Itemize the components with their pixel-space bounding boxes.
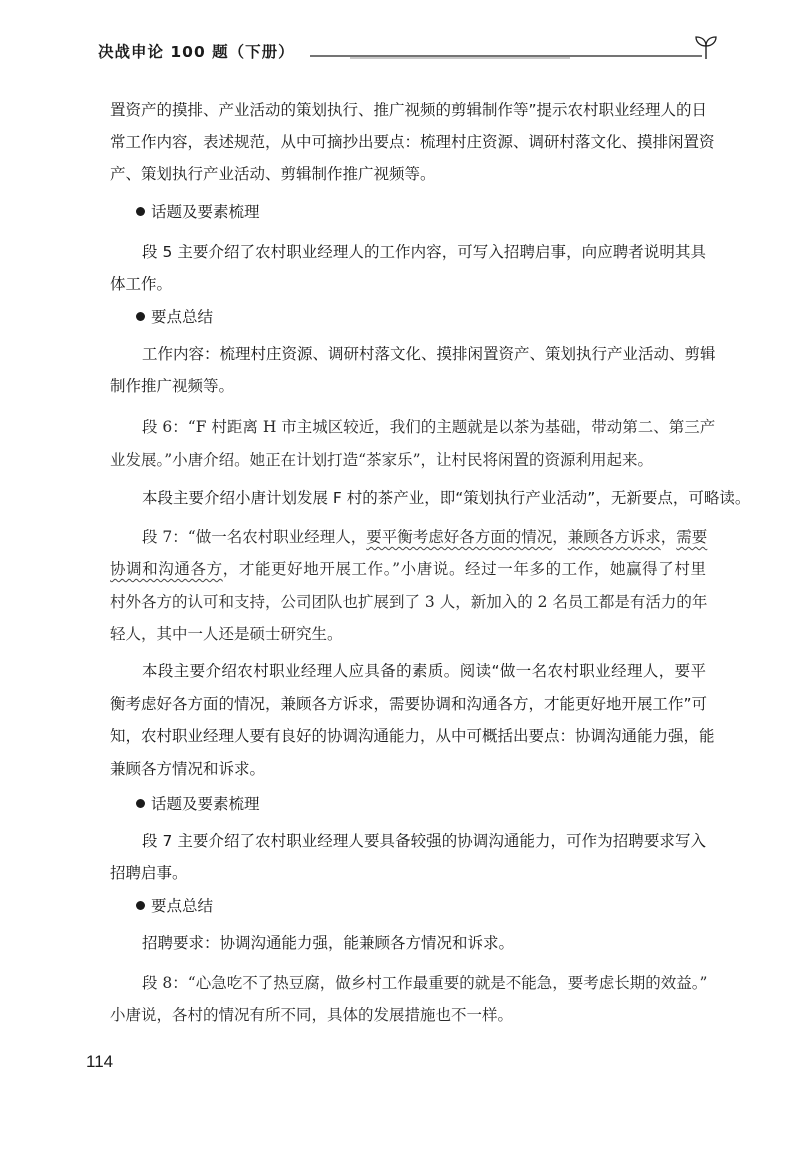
section-heading: 话题及要素梳理 xyxy=(136,793,536,815)
underlined-phrase: 要平衡考虑好各方面的情况 xyxy=(366,528,553,546)
paragraph-line: 衡考虑好各方面的情况，兼顾各方诉求，需要协调和沟通各方，才能更好地开展工作”可 xyxy=(110,695,708,713)
paragraph-line: 兼顾各方情况和诉求。 xyxy=(110,760,266,778)
paragraph-line: 制作推广视频等。 xyxy=(110,377,235,395)
bullet-icon xyxy=(136,799,145,808)
book-title: 决战申论 100 题（下册） xyxy=(98,43,295,61)
underlined-phrase: 兼顾各方诉求 xyxy=(567,528,661,546)
paragraph-line: 段 5 主要介绍了农村职业经理人的工作内容，可写入招聘启事，向应聘者说明其具 xyxy=(142,243,706,261)
quoted-paragraph-line: 村外各方的认可和支持，公司团队也扩展到了 3 人，新加入的 2 名员工都是有活力的年 xyxy=(110,593,708,611)
paragraph-line: 工作内容：梳理村庄资源、调研村落文化、摸排闲置资产、策划执行产业活动、剪辑 xyxy=(142,345,716,363)
page-number: 114 xyxy=(86,1052,114,1071)
running-header xyxy=(98,36,718,68)
section-heading: 要点总结 xyxy=(136,306,536,328)
bullet-icon xyxy=(136,207,145,216)
quoted-paragraph-line: 段 8：“心急吃不了热豆腐，做乡村工作最重要的就是不能急，要考虑长期的效益。” xyxy=(142,974,708,992)
paragraph-line: 本段主要介绍农村职业经理人应具备的素质。阅读“做一名农村职业经理人，要平 xyxy=(142,662,706,680)
underlined-phrase: 协调和沟通各方 xyxy=(110,560,223,578)
header-rule xyxy=(310,48,710,62)
section-heading: 要点总结 xyxy=(136,895,536,917)
paragraph-line: 常工作内容，表述规范，从中可摘抄出要点：梳理村庄资源、调研村落文化、摸排闲置资 xyxy=(110,133,715,151)
sprout-icon xyxy=(694,34,718,60)
paragraph-line: 体工作。 xyxy=(110,275,173,293)
paragraph-line: 产、策划执行产业活动、剪辑制作推广视频等。 xyxy=(110,165,436,183)
quoted-paragraph-line: 协调和沟通各方，才能更好地开展工作。”小唐说。经过一年多的工作，她赢得了村里 xyxy=(110,560,706,578)
paragraph-line: 段 7 主要介绍了农村职业经理人要具备较强的协调沟通能力，可作为招聘要求写入 xyxy=(142,832,706,850)
paragraph-line: 招聘启事。 xyxy=(110,864,188,882)
bullet-icon xyxy=(136,312,145,321)
quoted-paragraph-line: 段 7：“做一名农村职业经理人，要平衡考虑好各方面的情况，兼顾各方诉求，需要 xyxy=(142,528,708,546)
underlined-phrase: 需要 xyxy=(676,528,708,546)
quoted-paragraph-line: 轻人，其中一人还是硕士研究生。 xyxy=(110,625,343,643)
quoted-paragraph-line: 业发展。”小唐介绍。她正在计划打造“茶家乐”，让村民将闲置的资源利用起来。 xyxy=(110,451,654,469)
quoted-paragraph-line: 小唐说，各村的情况有所不同，具体的发展措施也不一样。 xyxy=(110,1006,514,1024)
paragraph-line: 置资产的摸排、产业活动的策划执行、推广视频的剪辑制作等”提示农村职业经理人的日 xyxy=(110,101,708,119)
bullet-icon xyxy=(136,901,145,910)
paragraph-line: 知，农村职业经理人要有良好的协调沟通能力，从中可概括出要点：协调沟通能力强，能 xyxy=(110,727,715,745)
paragraph-line: 本段主要介绍小唐计划发展 F 村的茶产业，即“策划执行产业活动”，无新要点，可略读。 xyxy=(142,489,751,507)
section-heading: 话题及要素梳理 xyxy=(136,201,536,223)
paragraph-line: 招聘要求：协调沟通能力强，能兼顾各方情况和诉求。 xyxy=(142,934,515,952)
quoted-paragraph-line: 段 6：“F 村距离 H 市主城区较近，我们的主题就是以茶为基础，带动第二、第三产 xyxy=(142,418,716,436)
